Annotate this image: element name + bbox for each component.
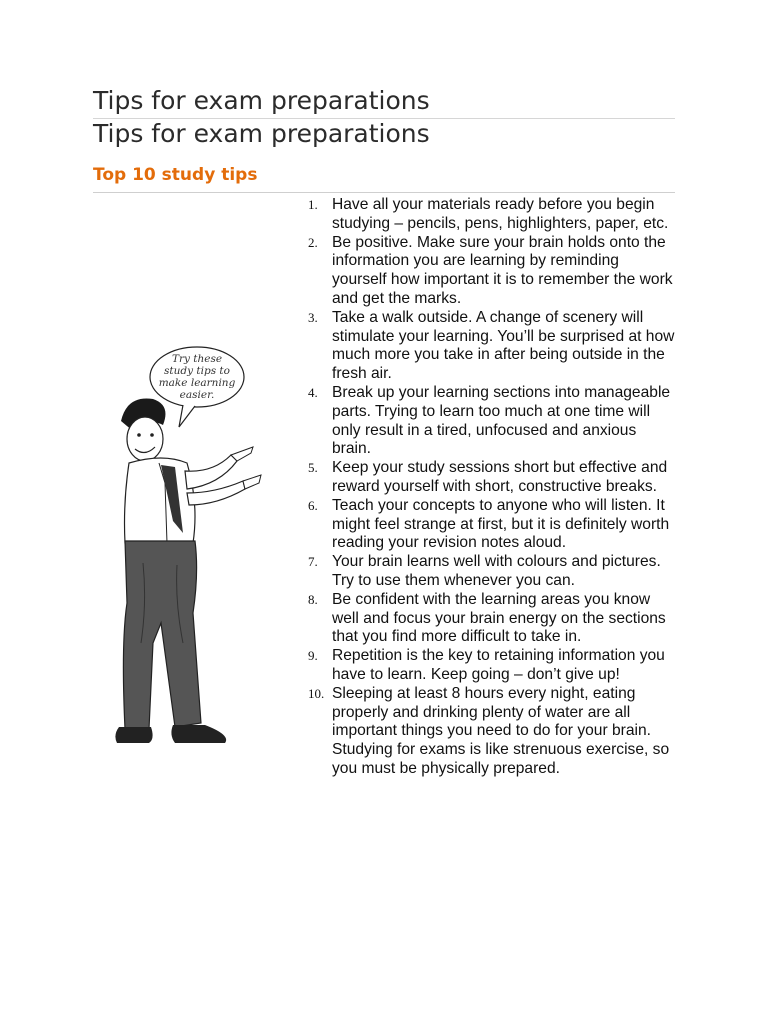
- list-item: [305, 309, 677, 384]
- list-item-number: 4.: [308, 384, 318, 400]
- list-item: [305, 591, 677, 647]
- list-item-number: 5.: [308, 460, 318, 476]
- document-title: Tips for exam preparations: [93, 86, 430, 115]
- person-shirt: [125, 447, 262, 543]
- speech-bubble-line: Try these: [171, 353, 223, 365]
- list-item-number: 6.: [308, 497, 318, 513]
- document-page: [93, 84, 675, 913]
- list-item-number: 3.: [308, 309, 318, 325]
- speech-bubble-line: easier.: [179, 389, 215, 401]
- list-item: [305, 459, 677, 497]
- list-item-text: Take a walk outside. A change of scenery will stimulate your learning. You’ll be surprised at how much more you take in after being outside in the fresh air.: [332, 308, 675, 383]
- list-item: [305, 647, 677, 685]
- speech-bubble-line: make learning: [158, 377, 236, 389]
- list-item-text: Have all your materials ready before you begin studying – pencils, pens, highlighters, paper, etc.: [332, 196, 669, 232]
- content-area: [93, 193, 675, 913]
- list-item-number: 10.: [308, 685, 325, 701]
- study-tips-list: [305, 196, 677, 779]
- speech-bubble-line: study tips to: [164, 365, 230, 377]
- list-item-number: 9.: [308, 648, 318, 664]
- list-item: [305, 497, 677, 553]
- person-trousers: [123, 541, 201, 729]
- list-item: [305, 196, 677, 234]
- list-item-text: Your brain learns well with colours and pictures. Try to use them whenever you can.: [332, 553, 661, 589]
- list-item-text: Break up your learning sections into manageable parts. Trying to learn too much at one time will only result in a tired, unfocused and anxious brain.: [332, 383, 671, 458]
- list-item-text: Be confident with the learning areas you know well and focus your brain energy on the sections that you find more difficult to take in.: [332, 590, 666, 646]
- list-item-number: 8.: [308, 591, 318, 607]
- list-item-text: Sleeping at least 8 hours every night, eating properly and drinking plenty of water are all important things you need to do for your brain. Studying for exams is like strenuous exercise, so you must be physically prepared.: [332, 684, 670, 777]
- section-heading: Top 10 study tips: [93, 165, 258, 185]
- list-item-number: 2.: [308, 234, 318, 250]
- list-item-text: Keep your study sessions short but effective and reward yourself with short, constructive breaks.: [332, 459, 668, 495]
- list-item-text: Be positive. Make sure your brain holds onto the information you are learning by reminding yourself how important it is to remember the work and get the marks.: [332, 233, 673, 307]
- list-item: [305, 234, 677, 309]
- student-pointing-illustration: [113, 343, 273, 753]
- person-shoes: [115, 725, 226, 743]
- list-item: [305, 685, 677, 779]
- page-heading: Tips for exam preparations: [93, 119, 430, 148]
- list-item: [305, 384, 677, 459]
- list-item-text: Repetition is the key to retaining information you have to learn. Keep going – don’t give up!: [332, 647, 665, 683]
- list-item-number: 1.: [308, 197, 318, 212]
- person-head: [121, 398, 165, 461]
- list-item: [305, 553, 677, 591]
- list-item-text: Teach your concepts to anyone who will listen. It might feel strange at first, but it is definitely worth reading your revision notes aloud.: [332, 496, 670, 552]
- list-item-number: 7.: [308, 554, 318, 570]
